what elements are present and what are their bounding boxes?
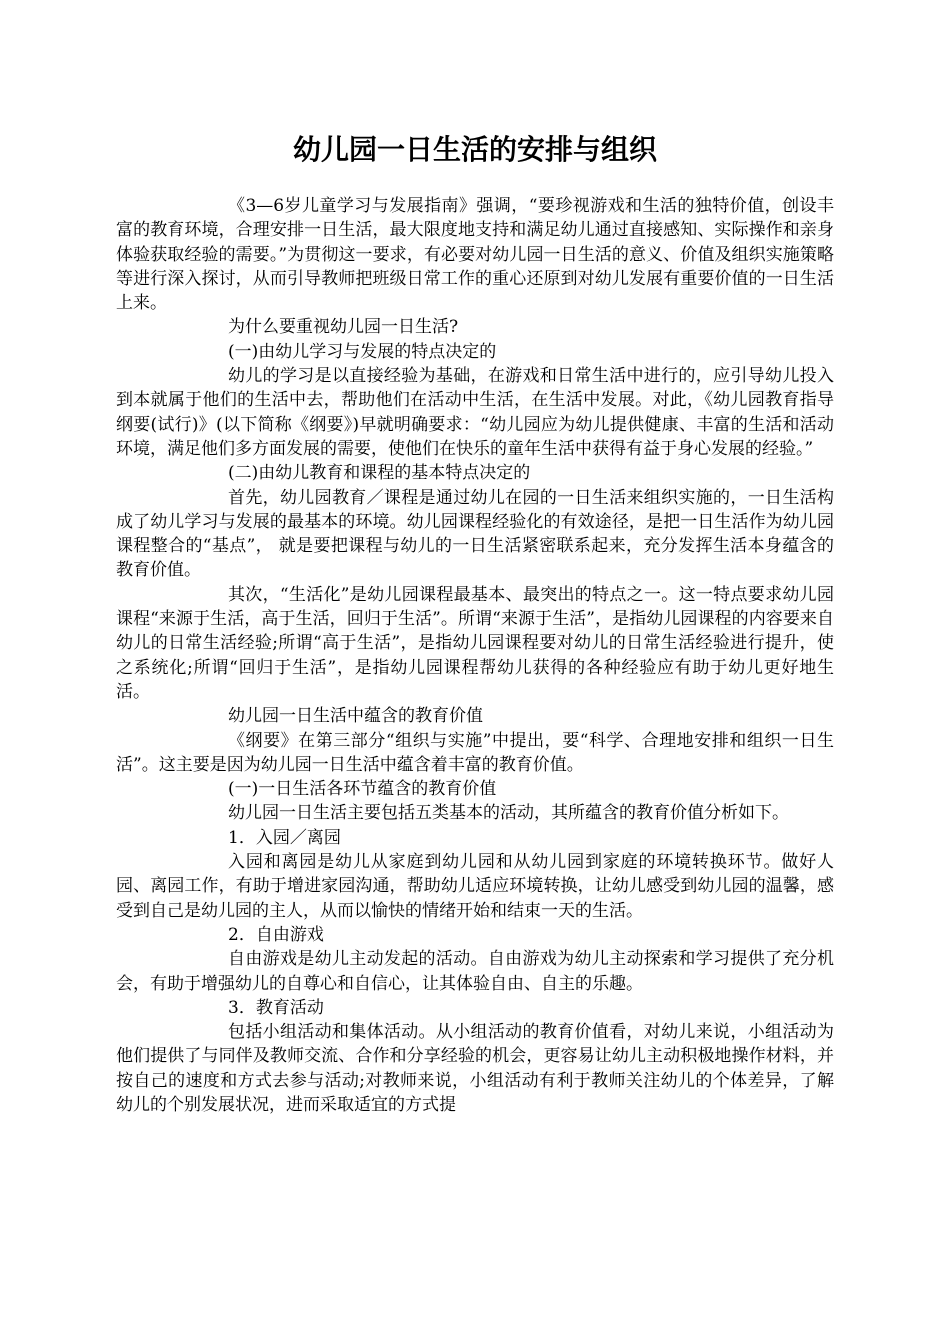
document-title: 幼儿园一日生活的安排与组织 [292,133,657,166]
paragraph: 自由游戏是幼儿主动发起的活动。自由游戏为幼儿主动探索和学习提供了充分机会，有助于增强幼儿的自尊心和自信心，让其体验自由、自主的乐趣。 [116,949,834,994]
document-body [116,194,834,1117]
subheading-3: (一)一日生活各环节蕴含的教育价值 [228,779,497,800]
paragraph: 《纲要》在第三部分“组织与实施”中提出，要“科学、合理地安排和组织一日生活”。这主要是因为幼儿园一日生活中蕴含着丰富的教育价值。 [116,730,834,775]
subheading-1: (一)由幼儿学习与发展的特点决定的 [228,341,497,362]
paragraph: 幼儿园一日生活主要包括五类基本的活动，其所蕴含的教育价值分析如下。 [228,803,789,824]
item-heading-1: 1．入园／离园 [228,827,341,848]
section-heading-why: 为什么要重视幼儿园一日生活? [228,317,459,338]
paragraph: 包括小组活动和集体活动。从小组活动的教育价值看，对幼儿来说，小组活动为他们提供了与同伴及教师交流、合作和分享经验的机会，更容易让幼儿主动积极地操作材料，并按自己的速度和方式去参与活动;对教师来说，小组活动有利于教师关注幼儿的个体差异，了解幼儿的个别发展状况，进而采取适宜的方式提 [116,1022,834,1115]
paragraph: 其次，“生活化”是幼儿园课程最基本、最突出的特点之一。这一特点要求幼儿园课程“来源于生活，高于生活，回归于生活”。所谓“来源于生活”，是指幼儿园课程的内容要来自幼儿的日常生活经验;所谓“高于生活”，是指幼儿园课程要对幼儿的日常生活经验进行提升，使之系统化;所谓“回归于生活”，是指幼儿园课程帮幼儿获得的各种经验应有助于幼儿更好地生活。 [116,584,834,702]
subheading-2: (二)由幼儿教育和课程的基本特点决定的 [228,463,531,484]
item-heading-2: 2．自由游戏 [228,924,324,945]
paragraph: 首先，幼儿园教育／课程是通过幼儿在园的一日生活来组织实施的，一日生活构成了幼儿学习与发展的最基本的环境。幼儿园课程经验化的有效途径，是把一日生活作为幼儿园课程整合的“基点”， 就是要把课程与幼儿的一日生活紧密联系起来，充分发挥生活本身蕴含的教育价值。 [116,487,834,581]
paragraph: 幼儿的学习是以直接经验为基础，在游戏和日常生活中进行的，应引导幼儿投入到本就属于他们的生活中去，帮助他们在活动中生活，在生活中发展。对此，《幼儿园教育指导纲要(试行)》(以下简称《纲要》)早就明确要求：“幼儿园应为幼儿提供健康、丰富的生活和活动环境，满足他们多方面发展的需要，使他们在快乐的童年生活中获得有益于身心发展的经验。” [116,366,834,459]
item-heading-3: 3．教育活动 [228,997,324,1018]
paragraph: 入园和离园是幼儿从家庭到幼儿园和从幼儿园到家庭的环境转换环节。做好人园、离园工作，有助于增进家园沟通，帮助幼儿适应环境转换，让幼儿感受到幼儿园的温馨，感受到自己是幼儿园的主人，从而以愉快的情绪开始和结束一天的生活。 [116,852,834,921]
section-heading-value: 幼儿园一日生活中蕴含的教育价值 [228,706,483,727]
paragraph-intro: 《3—6岁儿童学习与发展指南》强调，“要珍视游戏和生活的独特价值，创设丰富的教育环境，合理安排一日生活，最大限度地支持和满足幼儿通过直接感知、实际操作和亲身体验获取经验的需要。”为贯彻这一要求，有必要对幼儿园一日生活的意义、价值及组织实施策略等进行深入探讨，从而引导教师把班级日常工作的重心还原到对幼儿发展有重要价值的一日生活上来。 [116,196,834,314]
